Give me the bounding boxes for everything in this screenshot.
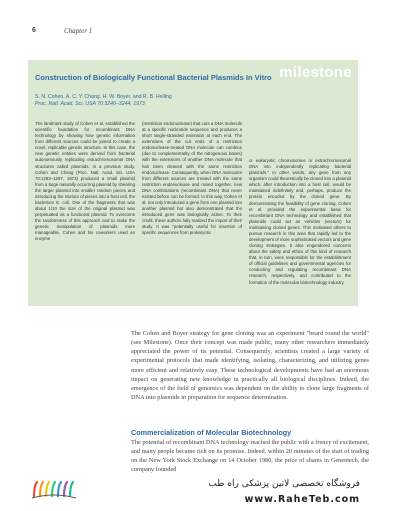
books-logo-icon bbox=[30, 478, 116, 500]
chapter-label: Chapter 1 bbox=[64, 27, 93, 35]
milestone-citation: Proc. Natl. Acad. Sci. USA 70:3240–3244, 1973 bbox=[35, 101, 145, 108]
milestone-column-2: (restriction endonuclease) that cuts a DNA molecule at a specific nucleotide sequence and produces a short single-stranded extension at each end. The extensions of the cut ends of a restriction endonuclease-treated DNA molecule can combine (due to complementarity of the nitrogenous bases) with the extensions of another DNA molecule that has been cleaved with the same restriction endonuclease. Consequently, when DNA molecules from different sources are treated with the same restriction endonuclease and mixed together, new DNA combinations (recombinant DNA) that never existed before can be formed. In this way, Cohen et al. not only introduced a gene from one plasmid into another plasmid but also demonstrated that the introduced gene was biologically active. To their credit, these authors fully realized the import of their study. It was "potentially useful for insertion of specific sequences from prokaryotic bbox=[142, 121, 242, 236]
milestone-authors: S. N. Cohen, A. C. Y. Chang, H. W. Boyer, and R. B. Helling bbox=[35, 94, 172, 100]
milestone-column-1: The landmark study of Cohen et al. established the scientific foundation for recombinant DNA technology by showing how genetic information from different sources could be joined to create a novel, replicable genetic structure. In this case, the new genetic entities were derived from bacterial autonomously replicating extrachromosomal DNA structures called plasmids. In a previous study, Cohen and Chang (Proc. Natl. Acad. Sci. USA 70:1293–1297, 1973) produced a small plasmid from a large naturally occurring plasmid by shearing the larger plasmid into smaller random pieces and introducing the mixture of pieces into a host cell, the bacterium E. coli. One of the fragments that was about 1/10 the size of the original plasmid was perpetuated as a functional plasmid. To overcome the randomness of this approach and to make the genetic manipulation of plasmids more manageable, Cohen and his coworkers used an enzyme bbox=[35, 121, 135, 242]
footer-persian-text: فروشگاه تخصصی لاتین پزشکی راه طب bbox=[208, 479, 360, 489]
section-heading: Commercialization of Molecular Biotechnology bbox=[131, 428, 292, 437]
milestone-watermark: milestone bbox=[279, 64, 352, 81]
body-paragraph-2: The potential of recombinant DNA technology reached the public with a frenzy of excitement, and many people became rich on its promise. Indeed, within 20 minutes of the start of trading on the New York Stock Exchange on 14 October 1980, the price of shares in Genentech, the company founded bbox=[131, 439, 369, 473]
milestone-column-3: or eukaryotic chromosomes or extrachromosomal DNA into independently replicating bacterial plasmids." In other words, any gene from any organism could theoretically be cloned into a plasmid which, after introduction into a host cell, would be maintained indefinitely and, perhaps, produce the protein encoded by the cloned gene. By demonstrating the feasibility of gene cloning, Cohen et al. provided the experimental basis for recombinant DNA technology and established that plasmids could act as vehicles (vectors) for maintaining cloned genes. This motivated others to pursue research in this area that rapidly led to the development of more sophisticated vectors and gene cloning strategies. It also engendered concerns about the safety and ethics of this kind of research that, in turn, were responsible for the establishment of official guidelines and governmental agencies for conducting and regulating recombinant DNA research, respectively, and contributed to the formation of the molecular biotechnology industry. bbox=[249, 158, 351, 285]
milestone-box bbox=[28, 60, 358, 306]
page-header bbox=[32, 27, 368, 39]
milestone-columns bbox=[35, 121, 351, 303]
milestone-title: Construction of Biologically Functional Bacterial Plasmids In Vitro bbox=[35, 73, 272, 82]
page-number: 6 bbox=[32, 27, 36, 34]
footer-banner bbox=[0, 474, 400, 511]
footer-url[interactable]: www.RaheTeb.com bbox=[244, 494, 360, 505]
milestone-authors-block bbox=[35, 94, 265, 108]
body-paragraph-1: The Cohen and Boyer strategy for gene cloning was an experiment "heard round the world" (see Milestone). Once their concept was made public, many other researchers immediately appreciated the power of its potential. Consequently, scientists created a large variety of experimental protocols that made identifying, isolating, characterizing, and utilizing genes more efficient and relatively easy. These technological developments have had an enormous impact on generating new knowledge in practically all biological disciplines. Indeed, the emergence of the field of genomics was dependent on the ability to clone large fragments of DNA into plasmids in preparation for sequence determination. bbox=[131, 330, 369, 401]
